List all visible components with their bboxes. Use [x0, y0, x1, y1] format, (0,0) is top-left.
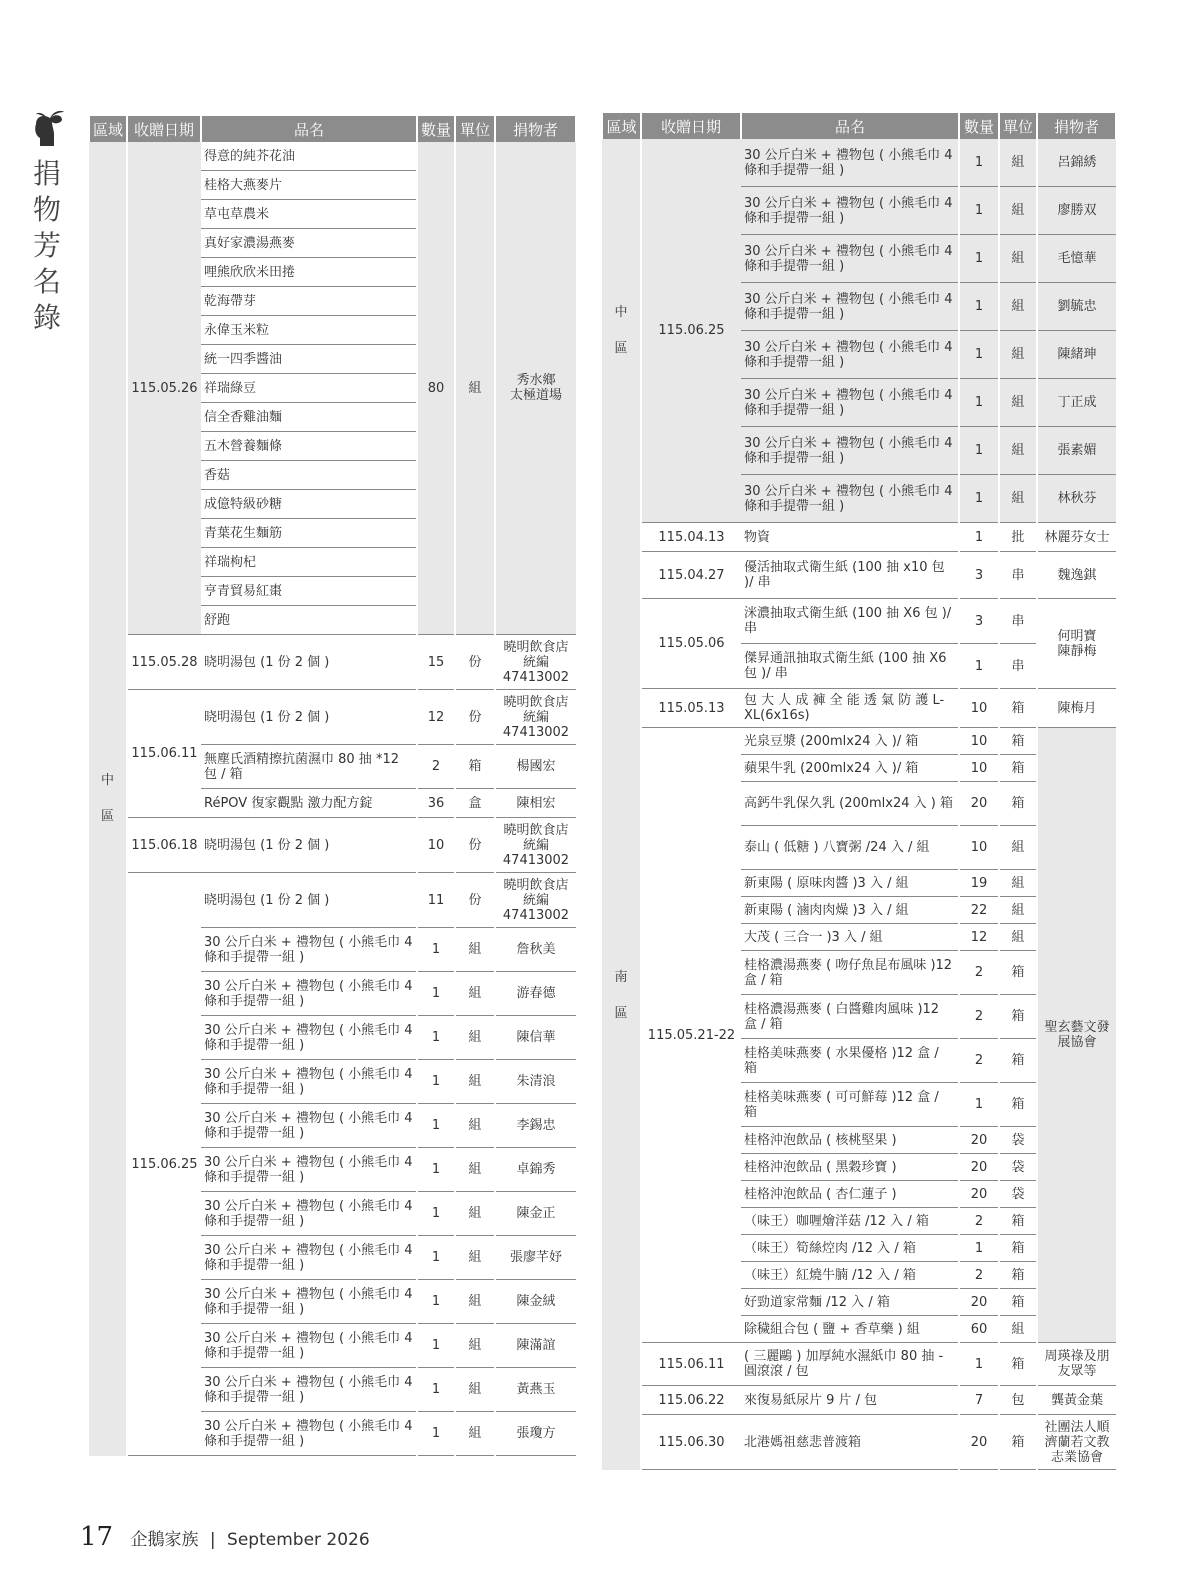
item-cell: 好勁道家常麵 /12 入 / 箱 — [741, 1289, 959, 1316]
unit-cell: 箱 — [999, 1235, 1037, 1262]
unit-cell: 箱 — [999, 951, 1037, 995]
item-cell: 30 公斤白米 + 禮物包 ( 小熊毛巾 4 條和手提帶一組 ) — [201, 1104, 417, 1148]
donor-cell: 楊國宏 — [495, 745, 576, 789]
donor-cell: 曉明飲食店 統編 47413002 — [495, 635, 576, 690]
item-cell: 30 公斤白米 + 禮物包 ( 小熊毛巾 4 條和手提帶一組 ) — [741, 283, 959, 331]
footer-separator: | — [209, 1530, 216, 1550]
qty-cell: 1 — [417, 1412, 455, 1456]
unit-cell: 組 — [999, 924, 1037, 951]
unit-cell: 箱 — [999, 1262, 1037, 1289]
date-cell: 115.04.27 — [641, 552, 741, 599]
item-cell: 真好家濃湯燕麥 — [201, 229, 417, 258]
donor-cell: 陳梅月 — [1037, 689, 1116, 728]
side-title — [28, 110, 68, 336]
unit-cell: 箱 — [999, 1343, 1037, 1386]
item-cell: 物資 — [741, 523, 959, 552]
qty-cell: 1 — [959, 283, 999, 331]
header-area: 區域 — [89, 116, 127, 142]
qty-cell: 20 — [959, 1181, 999, 1208]
unit-cell: 組 — [455, 1192, 495, 1236]
item-cell: 30 公斤白米 + 禮物包 ( 小熊毛巾 4 條和手提帶一組 ) — [201, 1060, 417, 1104]
header-qty: 數量 — [959, 113, 999, 139]
item-cell: 蘋果牛乳 (200mlx24 入 )/ 箱 — [741, 755, 959, 782]
qty-cell: 1 — [417, 1104, 455, 1148]
page-footer — [80, 1522, 370, 1552]
qty-cell: 1 — [417, 1280, 455, 1324]
qty-cell: 12 — [959, 924, 999, 951]
donor-cell: 陳金正 — [495, 1192, 576, 1236]
table-row — [89, 818, 576, 873]
date-cell: 115.06.25 — [641, 139, 741, 523]
date-cell: 115.05.21-22 — [641, 728, 741, 1343]
item-cell: 得意的純芥花油 — [201, 142, 417, 171]
donor-cell: 毛憶華 — [1037, 235, 1116, 283]
unit-cell: 組 — [999, 331, 1037, 379]
item-cell: 30 公斤白米 + 禮物包 ( 小熊毛巾 4 條和手提帶一組 ) — [201, 1192, 417, 1236]
table-row — [602, 728, 1116, 755]
donor-cell: 張素媚 — [1037, 427, 1116, 475]
table-row — [89, 142, 576, 171]
unit-cell: 組 — [999, 187, 1037, 235]
qty-cell: 1 — [959, 427, 999, 475]
item-cell: 新東陽 ( 滷肉肉燥 )3 入 / 組 — [741, 897, 959, 924]
unit-cell: 組 — [999, 379, 1037, 427]
item-cell: 成億特級砂糖 — [201, 490, 417, 519]
unit-cell: 組 — [455, 1148, 495, 1192]
table-row — [89, 873, 576, 928]
item-cell: 大茂 ( 三合一 )3 入 / 組 — [741, 924, 959, 951]
table-row — [602, 1343, 1116, 1386]
qty-cell: 1 — [417, 1148, 455, 1192]
unit-cell: 組 — [455, 1280, 495, 1324]
item-cell: 洣濃抽取式衛生紙 (100 抽 X6 包 )/ 串 — [741, 599, 959, 644]
qty-cell: 36 — [417, 789, 455, 818]
item-cell: 30 公斤白米 + 禮物包 ( 小熊毛巾 4 條和手提帶一組 ) — [741, 475, 959, 523]
item-cell: 香菇 — [201, 461, 417, 490]
qty-cell: 1 — [959, 1083, 999, 1127]
qty-cell: 1 — [417, 1368, 455, 1412]
item-cell: 統一四季醬油 — [201, 345, 417, 374]
table-row — [602, 1415, 1116, 1470]
item-cell: RéPOV 復家觀點 激力配方錠 — [201, 789, 417, 818]
item-cell: 亨青貿易紅棗 — [201, 577, 417, 606]
table-row — [602, 1386, 1116, 1415]
item-cell: 桂格濃湯燕麥 ( 吻仔魚昆布風味 )12 盒 / 箱 — [741, 951, 959, 995]
table-row — [602, 523, 1116, 552]
item-cell: 信全香雞油麵 — [201, 403, 417, 432]
unit-cell: 箱 — [999, 1083, 1037, 1127]
qty-cell: 2 — [959, 1039, 999, 1083]
qty-cell: 15 — [417, 635, 455, 690]
qty-cell: 1 — [959, 475, 999, 523]
table-row — [602, 139, 1116, 187]
unit-cell: 袋 — [999, 1127, 1037, 1154]
unit-cell: 串 — [999, 599, 1037, 644]
unit-cell: 份 — [455, 873, 495, 928]
qty-cell: 10 — [959, 826, 999, 870]
qty-cell: 11 — [417, 873, 455, 928]
qty-cell: 60 — [959, 1316, 999, 1343]
item-cell: 晓明湯包 (1 份 2 個 ) — [201, 690, 417, 745]
header-donor: 捐物者 — [1037, 113, 1116, 139]
qty-cell: 7 — [959, 1386, 999, 1415]
unit-cell: 箱 — [999, 755, 1037, 782]
qty-cell: 10 — [959, 728, 999, 755]
item-cell: 晓明湯包 (1 份 2 個 ) — [201, 873, 417, 928]
donor-cell: 秀水鄉 太極道場 — [495, 142, 576, 635]
qty-cell: 1 — [417, 1016, 455, 1060]
item-cell: 30 公斤白米 + 禮物包 ( 小熊毛巾 4 條和手提帶一組 ) — [201, 1236, 417, 1280]
table-row — [602, 552, 1116, 599]
item-cell: 30 公斤白米 + 禮物包 ( 小熊毛巾 4 條和手提帶一組 ) — [741, 235, 959, 283]
issue-date: September 2026 — [227, 1530, 370, 1550]
right-table-header — [602, 113, 1116, 139]
header-unit: 單位 — [999, 113, 1037, 139]
qty-cell: 1 — [959, 379, 999, 427]
unit-cell: 組 — [455, 972, 495, 1016]
unit-cell: 組 — [455, 1324, 495, 1368]
item-cell: 五木營養麵條 — [201, 432, 417, 461]
unit-cell: 份 — [455, 635, 495, 690]
qty-cell: 3 — [959, 599, 999, 644]
unit-cell: 箱 — [999, 1208, 1037, 1235]
qty-cell: 1 — [959, 331, 999, 379]
item-cell: 30 公斤白米 + 禮物包 ( 小熊毛巾 4 條和手提帶一組 ) — [741, 187, 959, 235]
header-date: 收贈日期 — [641, 113, 741, 139]
item-cell: 30 公斤白米 + 禮物包 ( 小熊毛巾 4 條和手提帶一組 ) — [741, 379, 959, 427]
table-row — [602, 599, 1116, 644]
donor-cell: 曉明飲食店 統編 47413002 — [495, 818, 576, 873]
donor-cell: 呂錦綉 — [1037, 139, 1116, 187]
qty-cell: 1 — [959, 523, 999, 552]
qty-cell: 2 — [959, 951, 999, 995]
item-cell: 桂格大燕麥片 — [201, 171, 417, 200]
donor-cell: 陳信華 — [495, 1016, 576, 1060]
unit-cell: 組 — [999, 283, 1037, 331]
qty-cell: 20 — [959, 782, 999, 826]
item-cell: 晓明湯包 (1 份 2 個 ) — [201, 818, 417, 873]
qty-cell: 20 — [959, 1289, 999, 1316]
date-cell: 115.04.13 — [641, 523, 741, 552]
qty-cell: 2 — [959, 995, 999, 1039]
item-cell: 晓明湯包 (1 份 2 個 ) — [201, 635, 417, 690]
unit-cell: 組 — [455, 1236, 495, 1280]
item-cell: 傑昇通訊抽取式衛生紙 (100 抽 X6 包 )/ 串 — [741, 644, 959, 689]
unit-cell: 組 — [455, 928, 495, 972]
donor-cell: 游春德 — [495, 972, 576, 1016]
donor-cell: 陳滿誼 — [495, 1324, 576, 1368]
item-cell: 30 公斤白米 + 禮物包 ( 小熊毛巾 4 條和手提帶一組 ) — [201, 1280, 417, 1324]
unit-cell: 份 — [455, 818, 495, 873]
unit-cell: 組 — [455, 1016, 495, 1060]
unit-cell: 盒 — [455, 789, 495, 818]
donor-cell: 李錫忠 — [495, 1104, 576, 1148]
unit-cell: 組 — [999, 139, 1037, 187]
item-cell: 30 公斤白米 + 禮物包 ( 小熊毛巾 4 條和手提帶一組 ) — [201, 1016, 417, 1060]
donor-cell: 陳相宏 — [495, 789, 576, 818]
donor-cell: 曉明飲食店 統編 47413002 — [495, 873, 576, 928]
qty-cell: 1 — [959, 187, 999, 235]
item-cell: 來復易紙尿片 9 片 / 包 — [741, 1386, 959, 1415]
item-cell: 永偉玉米粒 — [201, 316, 417, 345]
item-cell: 桂格濃湯燕麥 ( 白醬雞肉風味 )12 盒 / 箱 — [741, 995, 959, 1039]
donor-cell: 陳金絨 — [495, 1280, 576, 1324]
unit-cell: 組 — [999, 826, 1037, 870]
donor-cell: 聖玄藝文發 展協會 — [1037, 728, 1116, 1343]
donor-cell: 張廖芊妤 — [495, 1236, 576, 1280]
item-cell: 哩熊欣欣米田捲 — [201, 258, 417, 287]
qty-cell: 1 — [417, 1192, 455, 1236]
item-cell: 桂格沖泡飲品 ( 杏仁蓮子 ) — [741, 1181, 959, 1208]
qty-cell: 1 — [959, 644, 999, 689]
left-table-header — [89, 116, 576, 142]
side-title-text: 捐物芳名錄 — [33, 157, 64, 334]
donor-cell: 詹秋美 — [495, 928, 576, 972]
qty-cell: 2 — [959, 1262, 999, 1289]
header-item: 品名 — [201, 116, 417, 142]
qty-cell: 1 — [417, 928, 455, 972]
unit-cell: 組 — [455, 1060, 495, 1104]
header-item: 品名 — [741, 113, 959, 139]
qty-cell: 10 — [417, 818, 455, 873]
date-cell: 115.05.28 — [127, 635, 201, 690]
donor-cell: 何明寶 陳靜梅 — [1037, 599, 1116, 689]
unit-cell: 組 — [999, 235, 1037, 283]
date-cell: 115.06.22 — [641, 1386, 741, 1415]
item-cell: 30 公斤白米 + 禮物包 ( 小熊毛巾 4 條和手提帶一組 ) — [201, 928, 417, 972]
qty-cell: 1 — [959, 1235, 999, 1262]
unit-cell: 份 — [455, 690, 495, 745]
date-cell: 115.06.11 — [641, 1343, 741, 1386]
unit-cell: 組 — [455, 1412, 495, 1456]
item-cell: 30 公斤白米 + 禮物包 ( 小熊毛巾 4 條和手提帶一組 ) — [741, 427, 959, 475]
item-cell: 30 公斤白米 + 禮物包 ( 小熊毛巾 4 條和手提帶一組 ) — [201, 1368, 417, 1412]
item-cell: 祥瑞枸杞 — [201, 548, 417, 577]
header-qty: 數量 — [417, 116, 455, 142]
unit-cell: 組 — [999, 475, 1037, 523]
qty-cell: 10 — [959, 689, 999, 728]
item-cell: 乾海帶芽 — [201, 287, 417, 316]
area-cell: 中 區 — [89, 142, 127, 1456]
qty-cell: 1 — [417, 972, 455, 1016]
item-cell: 桂格沖泡飲品 ( 核桃堅果 ) — [741, 1127, 959, 1154]
unit-cell: 組 — [455, 142, 495, 635]
item-cell: 桂格沖泡飲品 ( 黑穀珍寶 ) — [741, 1154, 959, 1181]
table-row — [602, 689, 1116, 728]
qty-cell: 1 — [959, 235, 999, 283]
unit-cell: 串 — [999, 552, 1037, 599]
item-cell: （味王）紅燒牛腩 /12 入 / 箱 — [741, 1262, 959, 1289]
donor-cell: 社團法人順 濟蘭若文教 志業協會 — [1037, 1415, 1116, 1470]
item-cell: 北港媽祖慈悲普渡箱 — [741, 1415, 959, 1470]
item-cell: 30 公斤白米 + 禮物包 ( 小熊毛巾 4 條和手提帶一組 ) — [201, 1412, 417, 1456]
unit-cell: 箱 — [999, 1039, 1037, 1083]
date-cell: 115.05.06 — [641, 599, 741, 689]
item-cell: 包 大 人 成 褲 全 能 透 氣 防 護 L-XL(6x16s) — [741, 689, 959, 728]
unit-cell: 組 — [455, 1368, 495, 1412]
unit-cell: 組 — [999, 897, 1037, 924]
item-cell: 光泉豆漿 (200mlx24 入 )/ 箱 — [741, 728, 959, 755]
item-cell: 30 公斤白米 + 禮物包 ( 小熊毛巾 4 條和手提帶一組 ) — [201, 1148, 417, 1192]
unit-cell: 箱 — [999, 1415, 1037, 1470]
date-cell: 115.05.26 — [127, 142, 201, 635]
qty-cell: 20 — [959, 1415, 999, 1470]
unit-cell: 箱 — [999, 1289, 1037, 1316]
magazine-name: 企鵝家族 — [130, 1530, 199, 1550]
item-cell: 桂格美味燕麥 ( 水果優格 )12 盒 / 箱 — [741, 1039, 959, 1083]
qty-cell: 2 — [959, 1208, 999, 1235]
item-cell: （味王）筍絲焢肉 /12 入 / 箱 — [741, 1235, 959, 1262]
qty-cell: 22 — [959, 897, 999, 924]
unit-cell: 箱 — [999, 995, 1037, 1039]
date-cell: 115.06.18 — [127, 818, 201, 873]
qty-cell: 1 — [417, 1060, 455, 1104]
item-cell: 青葉花生麵筋 — [201, 519, 417, 548]
qty-cell: 19 — [959, 870, 999, 897]
item-cell: 優活抽取式衛生紙 (100 抽 x10 包 )/ 串 — [741, 552, 959, 599]
donor-cell: 劉毓忠 — [1037, 283, 1116, 331]
header-donor: 捐物者 — [495, 116, 576, 142]
qty-cell: 20 — [959, 1127, 999, 1154]
item-cell: （味王）咖喱燴洋菇 /12 入 / 箱 — [741, 1208, 959, 1235]
qty-cell: 20 — [959, 1154, 999, 1181]
qty-cell: 1 — [959, 1343, 999, 1386]
qty-cell: 2 — [417, 745, 455, 789]
qty-cell: 1 — [959, 139, 999, 187]
qty-cell: 12 — [417, 690, 455, 745]
donor-cell: 卓錦秀 — [495, 1148, 576, 1192]
unit-cell: 包 — [999, 1386, 1037, 1415]
unit-cell: 箱 — [999, 728, 1037, 755]
header-unit: 單位 — [455, 116, 495, 142]
date-cell: 115.06.30 — [641, 1415, 741, 1470]
right-donation-table — [601, 113, 1117, 1470]
sprout-head-icon — [30, 110, 66, 150]
item-cell: 除穢組合包 ( 鹽 + 香草藥 ) 組 — [741, 1316, 959, 1343]
date-cell: 115.06.25 — [127, 873, 201, 1456]
qty-cell: 1 — [417, 1236, 455, 1280]
donor-cell: 魏逸錤 — [1037, 552, 1116, 599]
donor-cell: 張瓊方 — [495, 1412, 576, 1456]
date-cell: 115.05.13 — [641, 689, 741, 728]
donor-cell: 龔黃金葉 — [1037, 1386, 1116, 1415]
item-cell: 高鈣牛乳保久乳 (200mlx24 入 ) 箱 — [741, 782, 959, 826]
donor-cell: 陳緒珅 — [1037, 331, 1116, 379]
unit-cell: 組 — [455, 1104, 495, 1148]
item-cell: 舒跑 — [201, 606, 417, 635]
item-cell: 草屯草農米 — [201, 200, 417, 229]
donor-cell: 周瑛祿及朋 友眾等 — [1037, 1343, 1116, 1386]
item-cell: 泰山 ( 低糖 ) 八寶粥 /24 入 / 組 — [741, 826, 959, 870]
table-row — [89, 690, 576, 745]
unit-cell: 批 — [999, 523, 1037, 552]
item-cell: 新東陽 ( 原味肉醬 )3 入 / 組 — [741, 870, 959, 897]
date-cell: 115.06.11 — [127, 690, 201, 818]
unit-cell: 箱 — [999, 782, 1037, 826]
unit-cell: 袋 — [999, 1181, 1037, 1208]
unit-cell: 組 — [999, 427, 1037, 475]
item-cell: 30 公斤白米 + 禮物包 ( 小熊毛巾 4 條和手提帶一組 ) — [201, 1324, 417, 1368]
item-cell: 祥瑞綠豆 — [201, 374, 417, 403]
area-cell: 南 區 — [602, 523, 641, 1470]
area-cell: 中 區 — [602, 139, 641, 523]
qty-cell: 10 — [959, 755, 999, 782]
unit-cell: 串 — [999, 644, 1037, 689]
item-cell: 30 公斤白米 + 禮物包 ( 小熊毛巾 4 條和手提帶一組 ) — [741, 331, 959, 379]
donor-cell: 黃燕玉 — [495, 1368, 576, 1412]
unit-cell: 袋 — [999, 1154, 1037, 1181]
unit-cell: 組 — [999, 870, 1037, 897]
table-row — [89, 635, 576, 690]
header-date: 收贈日期 — [127, 116, 201, 142]
item-cell: 30 公斤白米 + 禮物包 ( 小熊毛巾 4 條和手提帶一組 ) — [741, 139, 959, 187]
left-donation-table — [88, 116, 577, 1456]
unit-cell: 箱 — [455, 745, 495, 789]
donor-cell: 丁正成 — [1037, 379, 1116, 427]
donor-cell: 林秋芬 — [1037, 475, 1116, 523]
donor-cell: 林麗芬女士 — [1037, 523, 1116, 552]
qty-cell: 1 — [417, 1324, 455, 1368]
qty-cell: 80 — [417, 142, 455, 635]
donor-cell: 廖勝双 — [1037, 187, 1116, 235]
item-cell: 桂格美味燕麥 ( 可可鮮莓 )12 盒 / 箱 — [741, 1083, 959, 1127]
qty-cell: 3 — [959, 552, 999, 599]
unit-cell: 箱 — [999, 689, 1037, 728]
item-cell: 30 公斤白米 + 禮物包 ( 小熊毛巾 4 條和手提帶一組 ) — [201, 972, 417, 1016]
page-number: 17 — [80, 1522, 114, 1552]
header-area: 區域 — [602, 113, 641, 139]
donor-cell: 曉明飲食店 統編 47413002 — [495, 690, 576, 745]
item-cell: 無塵氏酒精擦抗菌濕巾 80 抽 *12 包 / 箱 — [201, 745, 417, 789]
unit-cell: 組 — [999, 1316, 1037, 1343]
donor-cell: 朱清浪 — [495, 1060, 576, 1104]
item-cell: ( 三麗鷗 ) 加厚純水濕紙巾 80 抽 - 圓滾滾 / 包 — [741, 1343, 959, 1386]
